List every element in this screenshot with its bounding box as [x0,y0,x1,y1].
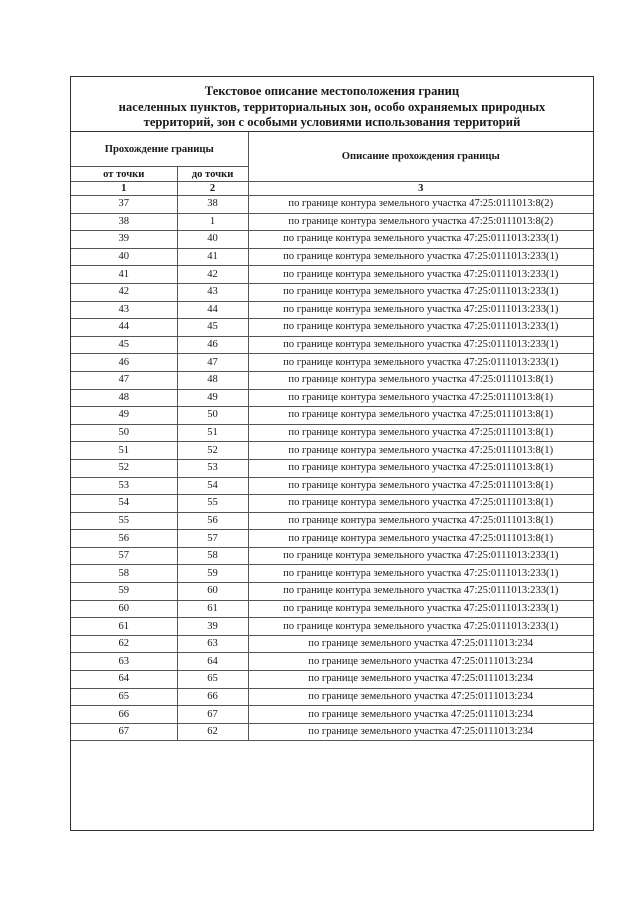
cell-from-point: 51 [71,442,177,460]
cell-to-point: 38 [177,196,248,214]
table-row [71,583,593,601]
table-row [71,301,593,319]
cell-from-point: 43 [71,301,177,319]
cell-from-point: 61 [71,618,177,636]
cell-from-point: 40 [71,248,177,266]
cell-description: по границе контура земельного участка 47:25:0111013:233(1) [248,266,593,284]
cell-to-point: 1 [177,213,248,231]
cell-from-point: 64 [71,671,177,689]
cell-description: по границе контура земельного участка 47:25:0111013:233(1) [248,618,593,636]
cell-from-point: 50 [71,424,177,442]
cell-from-point: 46 [71,354,177,372]
cell-to-point: 43 [177,283,248,301]
table-row [71,547,593,565]
document-title [71,77,593,132]
table-row [71,635,593,653]
cell-to-point: 49 [177,389,248,407]
table-row [71,618,593,636]
table-row [71,530,593,548]
cell-from-point: 54 [71,495,177,513]
cell-description: по границе контура земельного участка 47:25:0111013:8(1) [248,530,593,548]
cell-from-point: 39 [71,231,177,249]
boundary-table [71,132,593,741]
cell-to-point: 59 [177,565,248,583]
table-row [71,600,593,618]
cell-from-point: 44 [71,319,177,337]
cell-description: по границе земельного участка 47:25:0111013:234 [248,706,593,724]
cell-description: по границе контура земельного участка 47:25:0111013:8(1) [248,407,593,425]
cell-to-point: 46 [177,336,248,354]
table-row [71,565,593,583]
cell-to-point: 53 [177,459,248,477]
cell-description: по границе контура земельного участка 47:25:0111013:8(1) [248,512,593,530]
header-to: до точки [177,167,248,182]
table-row [71,266,593,284]
cell-to-point: 57 [177,530,248,548]
cell-description: по границе земельного участка 47:25:0111013:234 [248,653,593,671]
table-row [71,442,593,460]
cell-to-point: 42 [177,266,248,284]
cell-to-point: 41 [177,248,248,266]
cell-from-point: 63 [71,653,177,671]
cell-to-point: 45 [177,319,248,337]
cell-description: по границе контура земельного участка 47:25:0111013:233(1) [248,301,593,319]
cell-description: по границе контура земельного участка 47:25:0111013:8(1) [248,477,593,495]
cell-description: по границе контура земельного участка 47:25:0111013:8(2) [248,213,593,231]
table-row [71,512,593,530]
cell-to-point: 39 [177,618,248,636]
cell-from-point: 59 [71,583,177,601]
table-row [71,477,593,495]
cell-description: по границе контура земельного участка 47:25:0111013:8(1) [248,424,593,442]
table-row [71,336,593,354]
cell-from-point: 66 [71,706,177,724]
header-from: от точки [71,167,177,182]
cell-from-point: 52 [71,459,177,477]
boundary-table-body [71,132,593,741]
title-line-2: населенных пунктов, территориальных зон, особо охраняемых природных [118,99,546,114]
cell-from-point: 67 [71,723,177,741]
cell-description: по границе контура земельного участка 47:25:0111013:8(1) [248,389,593,407]
cell-description: по границе земельного участка 47:25:0111013:234 [248,671,593,689]
cell-description: по границе контура земельного участка 47:25:0111013:233(1) [248,583,593,601]
cell-to-point: 63 [177,635,248,653]
cell-to-point: 47 [177,354,248,372]
table-row [71,213,593,231]
column-number-row [71,182,593,196]
table-row [71,495,593,513]
cell-from-point: 41 [71,266,177,284]
cell-description: по границе контура земельного участка 47:25:0111013:233(1) [248,354,593,372]
table-row [71,688,593,706]
cell-description: по границе контура земельного участка 47:25:0111013:233(1) [248,283,593,301]
cell-description: по границе контура земельного участка 47:25:0111013:233(1) [248,600,593,618]
cell-to-point: 44 [177,301,248,319]
cell-to-point: 65 [177,671,248,689]
table-row [71,706,593,724]
table-row [71,389,593,407]
table-row [71,354,593,372]
cell-to-point: 51 [177,424,248,442]
cell-from-point: 45 [71,336,177,354]
cell-from-point: 49 [71,407,177,425]
cell-to-point: 62 [177,723,248,741]
cell-description: по границе контура земельного участка 47:25:0111013:233(1) [248,248,593,266]
cell-description: по границе контура земельного участка 47:25:0111013:8(1) [248,371,593,389]
table-row [71,653,593,671]
cell-from-point: 47 [71,371,177,389]
cell-to-point: 67 [177,706,248,724]
table-row [71,459,593,477]
column-number-1: 1 [71,182,177,196]
cell-description: по границе контура земельного участка 47:25:0111013:233(1) [248,565,593,583]
cell-to-point: 56 [177,512,248,530]
column-number-2: 2 [177,182,248,196]
cell-from-point: 58 [71,565,177,583]
table-row [71,407,593,425]
cell-description: по границе земельного участка 47:25:0111013:234 [248,635,593,653]
cell-from-point: 37 [71,196,177,214]
cell-to-point: 55 [177,495,248,513]
cell-from-point: 57 [71,547,177,565]
cell-from-point: 62 [71,635,177,653]
table-row [71,424,593,442]
cell-description: по границе контура земельного участка 47:25:0111013:233(1) [248,231,593,249]
table-row [71,371,593,389]
cell-from-point: 55 [71,512,177,530]
header-passage: Прохождение границы [71,132,248,167]
cell-description: по границе контура земельного участка 47:25:0111013:8(1) [248,495,593,513]
cell-from-point: 48 [71,389,177,407]
cell-to-point: 54 [177,477,248,495]
cell-description: по границе контура земельного участка 47:25:0111013:8(2) [248,196,593,214]
cell-description: по границе земельного участка 47:25:0111013:234 [248,723,593,741]
table-row [71,723,593,741]
table-row [71,283,593,301]
cell-from-point: 53 [71,477,177,495]
cell-description: по границе контура земельного участка 47:25:0111013:233(1) [248,319,593,337]
header-row [71,132,593,167]
cell-to-point: 40 [177,231,248,249]
document-frame [70,76,594,831]
cell-description: по границе контура земельного участка 47:25:0111013:233(1) [248,336,593,354]
table-row [71,671,593,689]
title-line-1: Текстовое описание местоположения границ [204,84,460,98]
cell-to-point: 60 [177,583,248,601]
cell-to-point: 52 [177,442,248,460]
column-number-3: 3 [248,182,593,196]
cell-to-point: 66 [177,688,248,706]
table-row [71,231,593,249]
cell-description: по границе контура земельного участка 47:25:0111013:8(1) [248,459,593,477]
cell-to-point: 64 [177,653,248,671]
cell-to-point: 48 [177,371,248,389]
cell-description: по границе контура земельного участка 47:25:0111013:233(1) [248,547,593,565]
table-row [71,248,593,266]
cell-from-point: 60 [71,600,177,618]
cell-description: по границе земельного участка 47:25:0111013:234 [248,688,593,706]
cell-description: по границе контура земельного участка 47:25:0111013:8(1) [248,442,593,460]
cell-to-point: 61 [177,600,248,618]
cell-to-point: 58 [177,547,248,565]
cell-from-point: 65 [71,688,177,706]
table-row [71,196,593,214]
cell-to-point: 50 [177,407,248,425]
cell-from-point: 38 [71,213,177,231]
cell-from-point: 56 [71,530,177,548]
table-row [71,319,593,337]
header-description: Описание прохождения границы [248,132,593,182]
cell-from-point: 42 [71,283,177,301]
title-line-3: территорий, зон с особыми условиями использования территорий [143,115,521,129]
